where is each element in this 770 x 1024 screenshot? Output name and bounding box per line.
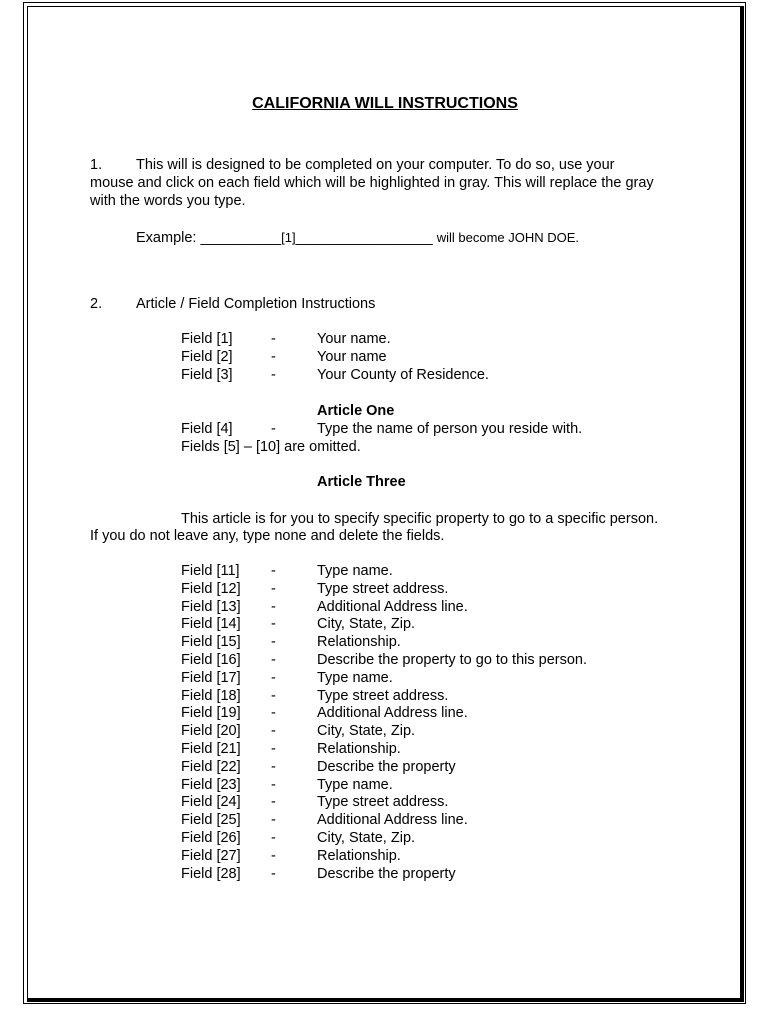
field-description: Additional Address line. xyxy=(317,705,468,722)
field-dash: - xyxy=(271,652,276,668)
field-label: Field [22] xyxy=(181,758,241,775)
field-label: Field [27] xyxy=(181,847,241,864)
field-description: Relationship. xyxy=(317,741,401,757)
field-description: City, State, Zip. xyxy=(317,723,416,740)
field-description: Type street address. xyxy=(317,687,449,704)
field-dash: - xyxy=(271,830,276,846)
example-blank-right: _________________ xyxy=(295,230,433,246)
field-dash: - xyxy=(271,794,276,811)
field-description: Your County of Residence. xyxy=(317,367,489,383)
field-description: Additional Address line. xyxy=(317,812,468,829)
article-three-heading: Article Three xyxy=(317,474,406,490)
field-dash: - xyxy=(271,616,276,633)
article-one-field-dash: - xyxy=(271,421,276,437)
field-dash: - xyxy=(271,563,276,579)
article-three-intro: This article is for you to specify specific property to go to a specific person. xyxy=(181,511,659,527)
field-description: Describe the property xyxy=(317,865,456,882)
field-label: Field [26] xyxy=(181,830,241,846)
field-description: Describe the property to go to this person. xyxy=(317,652,588,668)
article-one-field-label: Field [4] xyxy=(181,421,233,437)
field-label: Field [23] xyxy=(181,776,241,793)
field-dash: - xyxy=(271,741,276,757)
field-label: Field [24] xyxy=(181,794,241,811)
document-title: CALIFORNIA WILL INSTRUCTIONS xyxy=(252,95,518,112)
field-label: Field [15] xyxy=(181,634,241,651)
field-dash: - xyxy=(271,812,276,829)
field-label: Field [11] xyxy=(181,563,240,579)
field-description: Type street address. xyxy=(317,794,449,811)
example-result: will become JOHN DOE. xyxy=(436,230,580,245)
article-one-heading: Article One xyxy=(317,403,395,419)
section-2-heading: Article / Field Completion Instructions xyxy=(136,296,376,312)
section-1-text: This will is designed to be completed on your computer. To do so, use your mouse and click on each field which will be highlighted in gray. This will replace the gray with the words you type. xyxy=(90,157,654,209)
field-description: City, State, Zip. xyxy=(317,830,416,846)
article-three-intro-2: If you do not leave any, type none and delete the fields. xyxy=(90,528,445,544)
field-description: Relationship. xyxy=(317,847,401,864)
article-one-field-desc: Type the name of person you reside with. xyxy=(317,421,583,437)
example-blank-left: __________ xyxy=(200,230,282,246)
field-dash: - xyxy=(271,865,276,882)
field-description: Type name. xyxy=(317,563,393,579)
field-label: Field [21] xyxy=(181,741,241,757)
field-label: Field [17] xyxy=(181,669,241,686)
section-1-paragraph xyxy=(90,156,660,210)
field-label: Field [20] xyxy=(181,723,241,740)
field-description: Type name. xyxy=(317,776,393,793)
field-description: Type name. xyxy=(317,669,393,686)
field-dash: - xyxy=(271,349,276,365)
field-label: Field [19] xyxy=(181,705,241,722)
field-dash: - xyxy=(271,669,276,686)
example-label: Example: xyxy=(136,230,197,246)
field-label: Field [13] xyxy=(181,598,241,615)
field-label: Field [16] xyxy=(181,652,241,668)
field-dash: - xyxy=(271,331,276,347)
field-label: Field [3] xyxy=(181,367,233,383)
field-label: Field [14] xyxy=(181,616,241,633)
field-label: Field [1] xyxy=(181,331,233,347)
field-dash: - xyxy=(271,723,276,740)
field-dash: - xyxy=(271,580,276,597)
field-dash: - xyxy=(271,758,276,775)
field-dash: - xyxy=(271,367,276,383)
field-label: Field [28] xyxy=(181,865,241,882)
field-dash: - xyxy=(271,634,276,651)
field-label: Field [2] xyxy=(181,349,233,365)
field-dash: - xyxy=(271,687,276,704)
field-description: Your name. xyxy=(317,331,391,347)
field-description: Your name xyxy=(317,349,387,365)
example-line xyxy=(136,229,579,247)
example-field: [1] xyxy=(281,230,296,245)
field-label: Field [18] xyxy=(181,687,241,704)
field-description: Describe the property xyxy=(317,758,456,775)
field-dash: - xyxy=(271,776,276,793)
section-2-number: 2. xyxy=(90,296,103,312)
field-description: Relationship. xyxy=(317,634,401,651)
field-description: Additional Address line. xyxy=(317,598,468,615)
field-label: Field [12] xyxy=(181,580,241,597)
field-label: Field [25] xyxy=(181,812,241,829)
field-description: City, State, Zip. xyxy=(317,616,416,633)
section-1-number: 1. xyxy=(90,157,103,173)
field-description: Type street address. xyxy=(317,580,449,597)
field-dash: - xyxy=(271,847,276,864)
omitted-note: Fields [5] – [10] are omitted. xyxy=(181,439,361,455)
field-dash: - xyxy=(271,705,276,722)
field-dash: - xyxy=(271,598,276,615)
